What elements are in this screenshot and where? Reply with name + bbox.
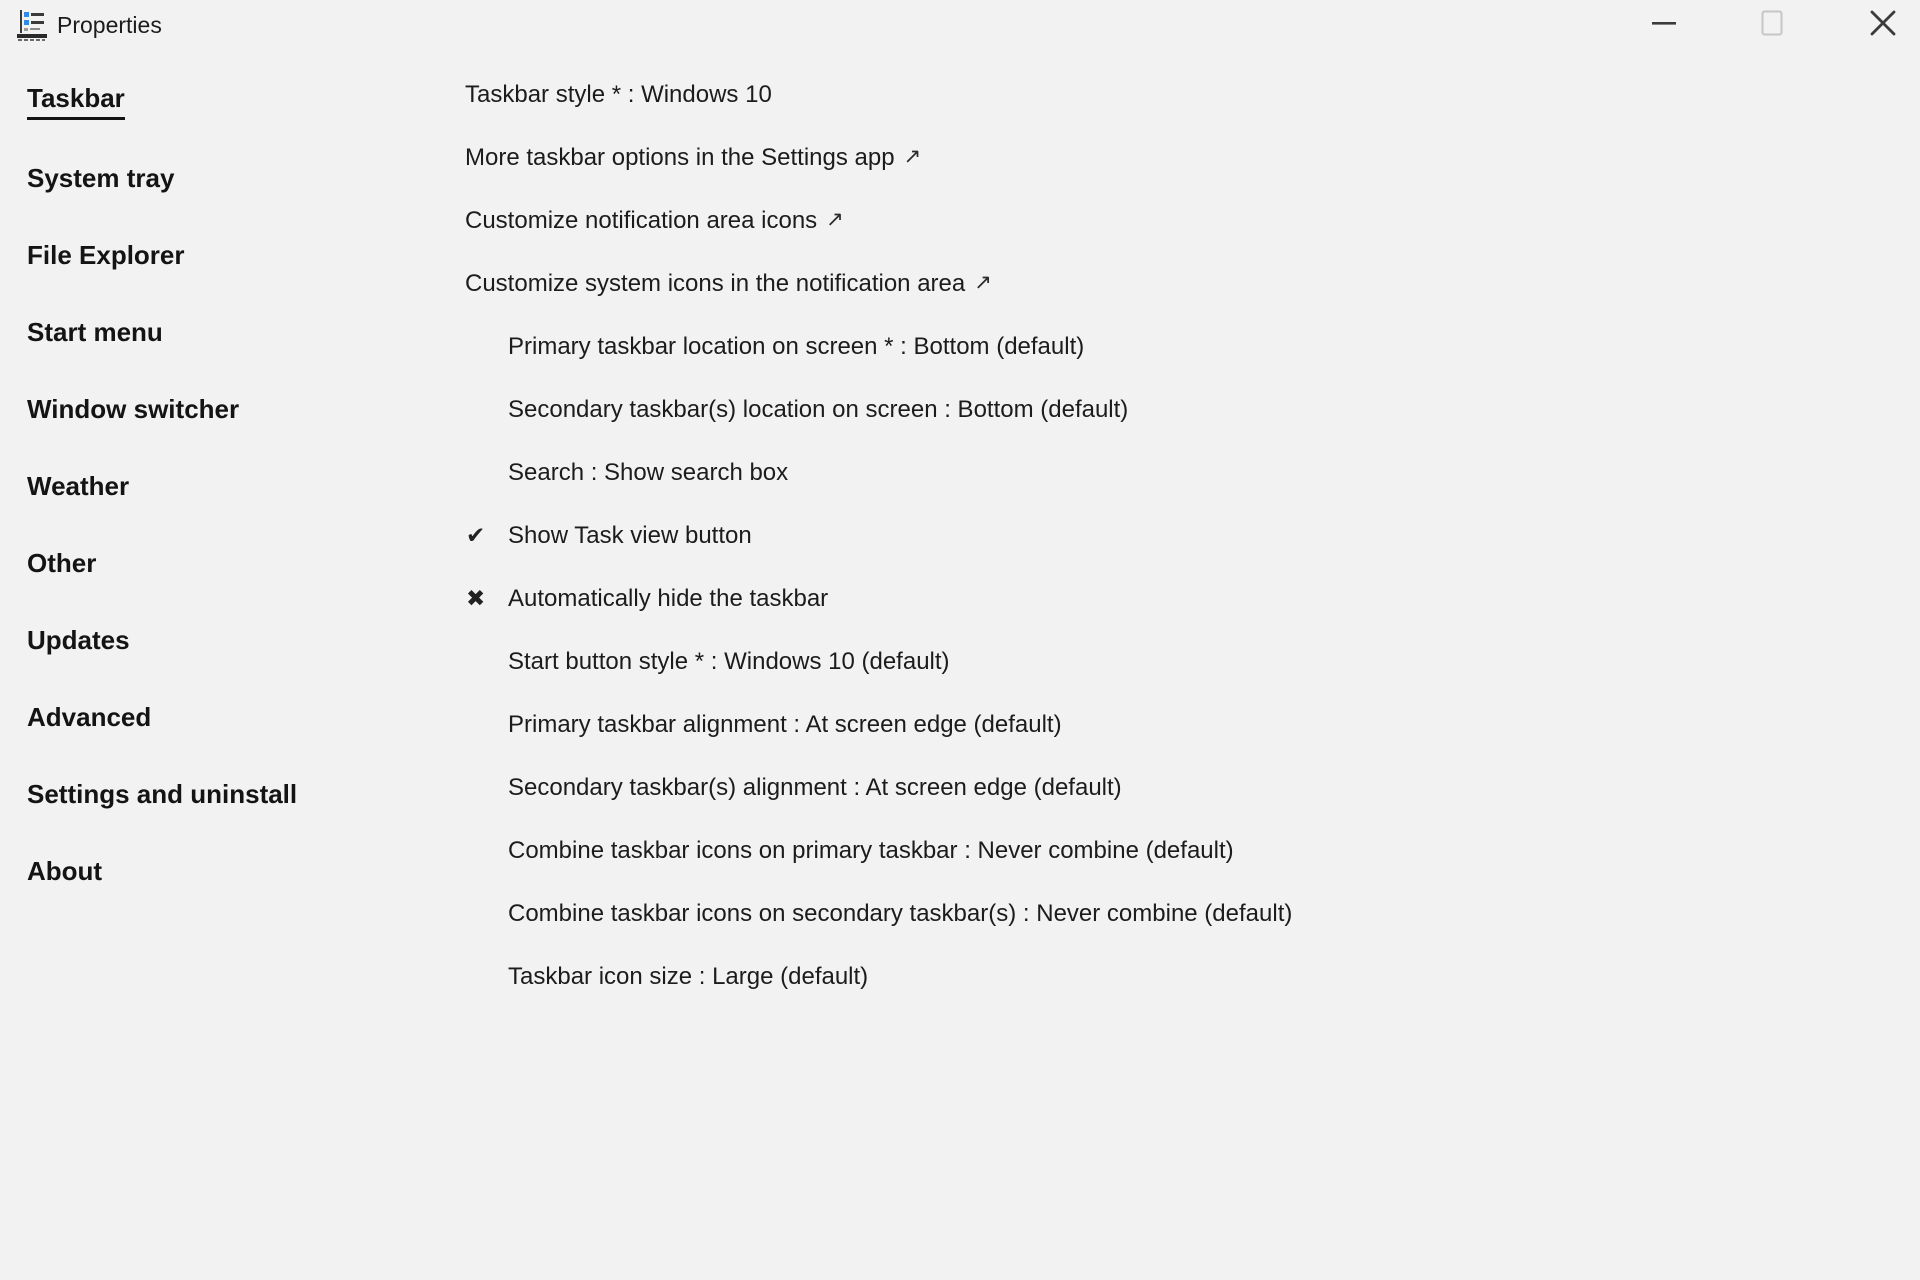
link-text: Customize system icons in the notification area: [465, 269, 966, 297]
sidebar-item-label: Other: [27, 548, 97, 578]
setting-primary-taskbar-alignment[interactable]: [465, 693, 1900, 756]
sidebar-item-other[interactable]: [27, 525, 427, 602]
setting-text: Secondary taskbar(s) alignment : At screen edge (default): [508, 773, 1122, 801]
setting-text: Taskbar style * : Windows 10: [465, 80, 772, 108]
maximize-button: [1743, 0, 1801, 48]
link-more-taskbar-options[interactable]: [465, 126, 1900, 189]
setting-combine-icons-secondary[interactable]: [465, 882, 1900, 945]
link-text: Customize notification area icons: [465, 206, 818, 234]
cross-icon: ✖: [466, 585, 486, 611]
link-customize-notification-area-icons[interactable]: [465, 189, 1900, 252]
link-customize-system-icons[interactable]: [465, 252, 1900, 315]
sidebar-item-label: Window switcher: [27, 394, 240, 424]
close-icon: [1869, 9, 1897, 40]
sidebar-item-updates[interactable]: [27, 602, 427, 679]
setting-primary-taskbar-location[interactable]: [465, 315, 1900, 378]
setting-text: Start button style * : Windows 10 (default): [508, 647, 950, 675]
sidebar-item-start-menu[interactable]: [27, 294, 427, 371]
sidebar-item-settings-and-uninstall[interactable]: [27, 756, 427, 833]
sidebar-item-about[interactable]: [27, 833, 427, 910]
external-link-icon: ↗: [974, 271, 992, 294]
setting-text: Secondary taskbar(s) location on screen : Bottom (default): [508, 395, 1129, 423]
setting-combine-icons-primary[interactable]: [465, 819, 1900, 882]
external-link-icon: ↗: [903, 145, 922, 168]
setting-secondary-taskbar-location[interactable]: [465, 378, 1900, 441]
sidebar: [27, 63, 427, 910]
sidebar-item-weather[interactable]: [27, 448, 427, 525]
setting-text: Combine taskbar icons on secondary taskbar(s) : Never combine (default): [508, 899, 1293, 927]
toggle-show-task-view-button[interactable]: [465, 504, 1900, 567]
maximize-icon: [1759, 9, 1785, 40]
setting-search[interactable]: [465, 441, 1900, 504]
external-link-icon: ↗: [826, 208, 844, 231]
sidebar-item-system-tray[interactable]: [27, 140, 427, 217]
check-icon: ✔: [466, 522, 486, 548]
setting-taskbar-style[interactable]: [465, 63, 1900, 126]
setting-text: Combine taskbar icons on primary taskbar : Never combine (default): [508, 836, 1234, 864]
titlebar: [0, 0, 1920, 56]
link-text: More taskbar options in the Settings app: [465, 143, 895, 171]
sidebar-item-label: Weather: [27, 471, 130, 501]
sidebar-item-label: Settings and uninstall: [27, 779, 298, 809]
setting-secondary-taskbar-alignment[interactable]: [465, 756, 1900, 819]
toggle-automatically-hide-taskbar[interactable]: [465, 567, 1900, 630]
toggle-text: Automatically hide the taskbar: [508, 584, 829, 612]
close-button[interactable]: [1854, 0, 1912, 48]
sidebar-item-file-explorer[interactable]: [27, 217, 427, 294]
sidebar-item-label: File Explorer: [27, 240, 185, 270]
setting-start-button-style[interactable]: [465, 630, 1900, 693]
sidebar-item-label: System tray: [27, 163, 175, 193]
sidebar-item-label: Updates: [27, 625, 130, 655]
setting-text: Search : Show search box: [508, 458, 789, 486]
minimize-button[interactable]: [1635, 0, 1693, 48]
setting-taskbar-icon-size[interactable]: [465, 945, 1900, 1008]
setting-text: Taskbar icon size : Large (default): [508, 962, 869, 990]
sidebar-item-advanced[interactable]: [27, 679, 427, 756]
sidebar-item-label: About: [27, 856, 103, 886]
setting-text: Primary taskbar location on screen * : Bottom (default): [508, 332, 1085, 360]
sidebar-item-label: Start menu: [27, 317, 163, 347]
minimize-icon: [1651, 10, 1677, 39]
sidebar-item-label: Taskbar: [27, 83, 125, 120]
properties-app-icon: [14, 8, 50, 44]
sidebar-item-window-switcher[interactable]: [27, 371, 427, 448]
window-title: Properties: [57, 12, 162, 38]
toggle-text: Show Task view button: [508, 521, 752, 549]
taskbar-settings-panel: [465, 63, 1900, 1008]
sidebar-item-label: Advanced: [27, 702, 152, 732]
sidebar-item-taskbar[interactable]: [27, 63, 427, 140]
setting-text: Primary taskbar alignment : At screen edge (default): [508, 710, 1062, 738]
